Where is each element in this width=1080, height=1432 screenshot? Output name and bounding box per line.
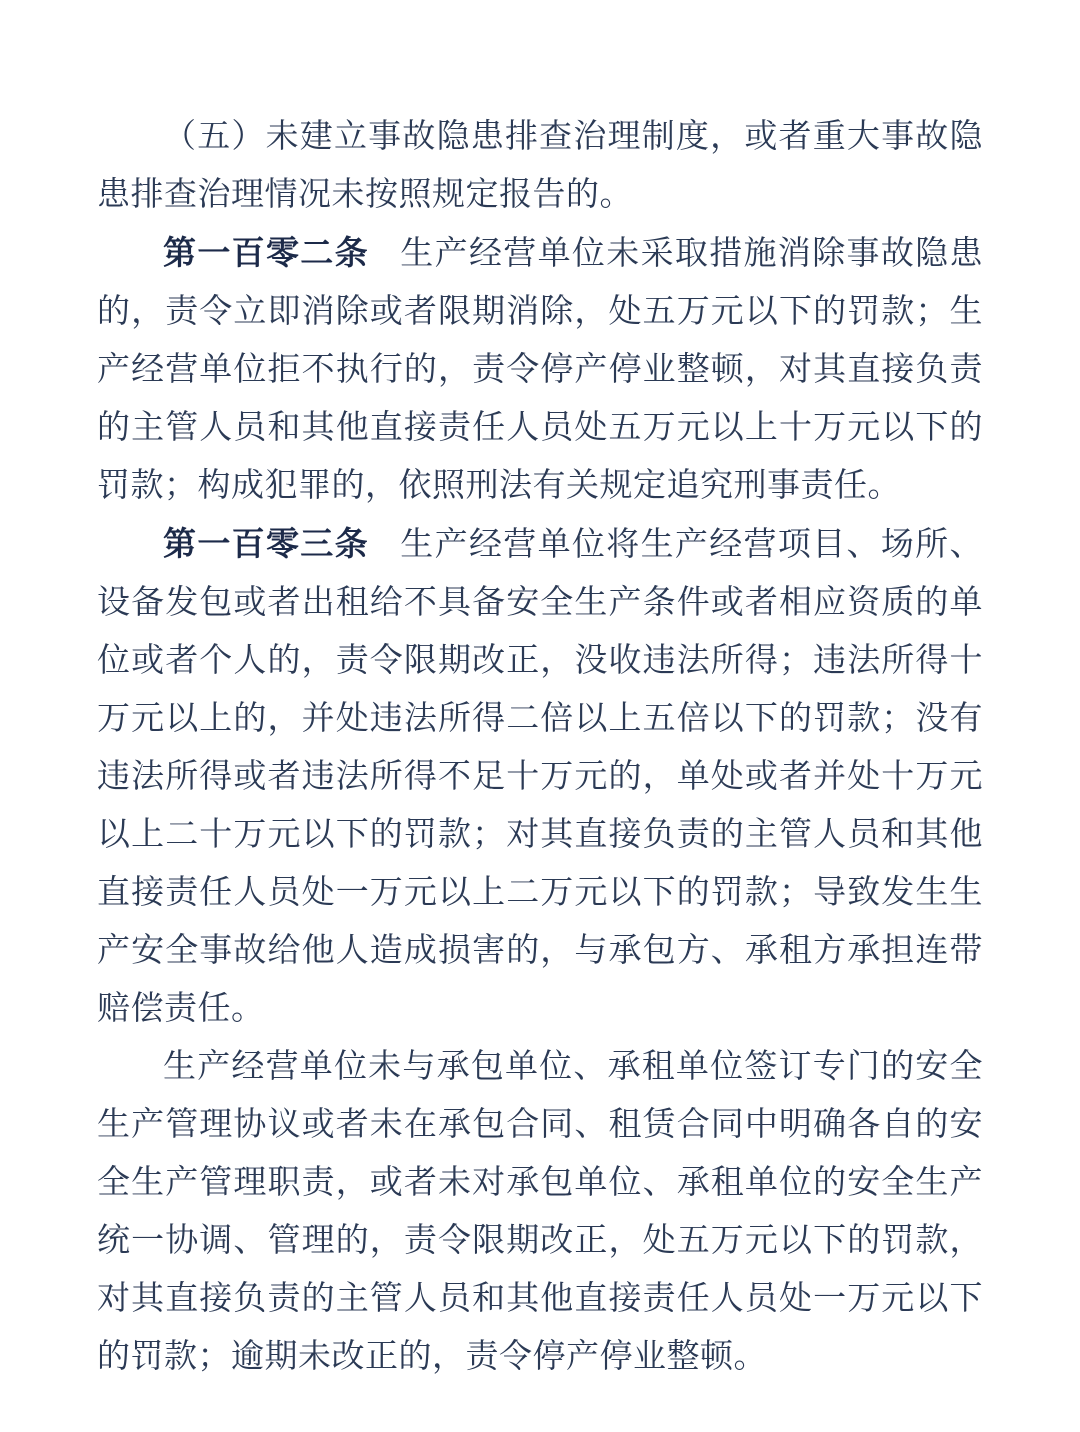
article-number-heading: 第一百零二条 <box>163 234 369 271</box>
law-paragraph-article-103-clause-2 <box>97 1038 983 1386</box>
article-number-heading: 第一百零三条 <box>163 525 369 562</box>
paragraph-text: 生产经营单位未采取措施消除事故隐患的，责令立即消除或者限期消除，处五万元以下的罚款；生产经营单位拒不执行的，责令停产停业整顿，对其直接负责的主管人员和其他直接责任人员处五万元以上十万元以下的罚款；构成犯罪的，依照刑法有关规定追究刑事责任。 <box>97 236 984 504</box>
paragraph-text: （五）未建立事故隐患排查治理制度，或者重大事故隐患排查治理情况未按照规定报告的。 <box>97 119 983 213</box>
paragraph-text: 生产经营单位未与承包单位、承租单位签订专门的安全生产管理协议或者未在承包合同、租赁合同中明确各自的安全生产管理职责，或者未对承包单位、承租单位的安全生产统一协调、管理的，责令限期改正，处五万元以下的罚款，对其直接负责的主管人员和其他直接责任人员处一万元以下的罚款；逾期未改正的，责令停产停业整顿。 <box>97 1049 983 1375</box>
law-paragraph-item-5 <box>97 108 983 224</box>
law-paragraph-article-103 <box>97 515 983 1038</box>
paragraph-text: 生产经营单位将生产经营项目、场所、设备发包或者出租给不具备安全生产条件或者相应资质的单位或者个人的，责令限期改正，没收违法所得；违法所得十万元以上的，并处违法所得二倍以上五倍以下的罚款；没有违法所得或者违法所得不足十万元的，单处或者并处十万元以上二十万元以下的罚款；对其直接负责的主管人员和其他直接责任人员处一万元以上二万元以下的罚款；导致发生生产安全事故给他人造成损害的，与承包方、承租方承担连带赔偿责任。 <box>97 527 984 1027</box>
law-paragraph-article-102 <box>97 224 983 515</box>
law-text-block <box>97 108 983 1386</box>
